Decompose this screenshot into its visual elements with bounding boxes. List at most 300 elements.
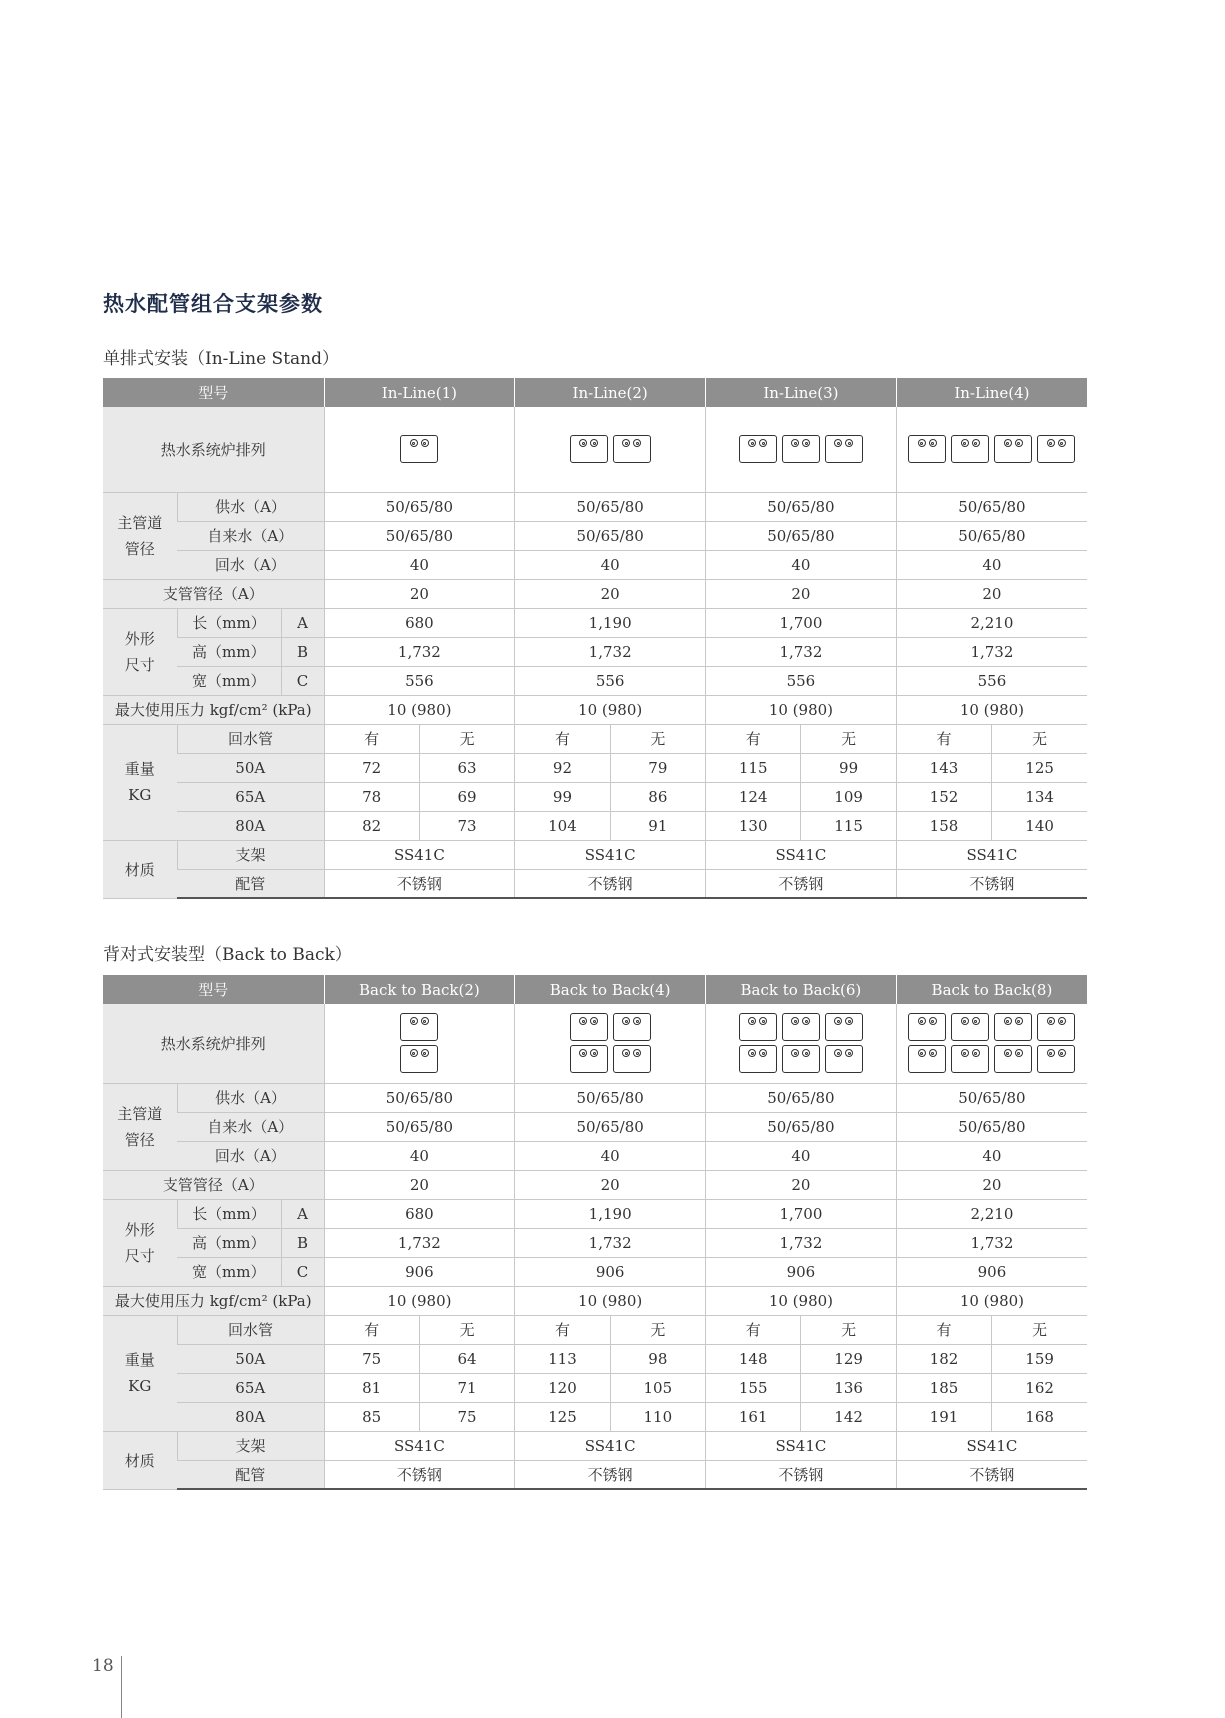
length-code: A [281,1199,324,1228]
boiler-layout [324,407,515,492]
with-return-pipe: 有 [324,1315,419,1344]
knob-icon [845,439,853,447]
knob-icon [918,1017,926,1025]
knob-icon [759,1017,767,1025]
knob-icon [791,1049,799,1057]
knob-icon [759,1049,767,1057]
knob-icon [961,1049,969,1057]
boiler-layout [324,1004,515,1083]
pressure-value: 10 (980) [896,1286,1087,1315]
height-label: 高（mm） [177,1228,281,1257]
table-row [103,811,1087,840]
frame-label: 支架 [177,840,324,869]
return-row-value: 40 [706,550,897,579]
with-return-pipe: 有 [324,724,419,753]
table-row [103,666,1087,695]
tap-water-row-value: 50/65/80 [706,521,897,550]
height-code: B [281,1228,324,1257]
boiler-diagram [739,1013,863,1073]
table-row [103,695,1087,724]
knob-icon [972,1017,980,1025]
width-value: 556 [324,666,515,695]
return-row-label: 回水（A） [177,550,324,579]
knob-icon [802,1049,810,1057]
knob-icon [929,439,937,447]
knob-icon [1058,439,1066,447]
boiler-icon [825,1013,863,1041]
knob-icon [748,1017,756,1025]
knob-icon [633,439,641,447]
frame-material: SS41C [706,1431,897,1460]
boiler-icon [570,435,608,463]
knob-icon [961,1017,969,1025]
weight-value: 191 [896,1402,991,1431]
table-row [103,1083,1087,1112]
weight-value: 69 [419,782,514,811]
width-code: C [281,666,324,695]
piping-label: 配管 [177,1460,324,1489]
pressure-value: 10 (980) [324,1286,515,1315]
height-value: 1,732 [896,637,1087,666]
dimension-label: 外形 尺寸 [103,608,177,695]
length-value: 2,210 [896,608,1087,637]
table-row [103,608,1087,637]
knob-icon [929,1049,937,1057]
weight-value: 125 [515,1402,610,1431]
page-divider [121,1656,122,1718]
weight-value: 134 [992,782,1087,811]
knob-icon [791,1017,799,1025]
table-row [103,753,1087,782]
width-code: C [281,1257,324,1286]
table-row [103,1199,1087,1228]
weight-value: 125 [992,753,1087,782]
knob-icon [1015,1017,1023,1025]
dimension-label: 外形 尺寸 [103,1199,177,1286]
weight-value: 161 [706,1402,801,1431]
piping-label: 配管 [177,869,324,898]
weight-value: 99 [515,782,610,811]
with-return-pipe: 有 [515,724,610,753]
knob-icon [622,439,630,447]
table-row [103,1402,1087,1431]
return-row-value: 40 [896,1141,1087,1170]
weight-value: 109 [801,782,896,811]
supply-row-value: 50/65/80 [515,492,706,521]
table-row [103,1141,1087,1170]
branch-pipe-value: 20 [896,1170,1087,1199]
knob-icon [633,1017,641,1025]
pressure-label: 最大使用压力 kgf/cm² (kPa) [103,695,324,724]
knob-icon [421,439,429,447]
inline-section-title: 单排式安装（In-Line Stand） [103,349,339,369]
supply-row-value: 50/65/80 [706,1083,897,1112]
weight-value: 159 [992,1344,1087,1373]
header-model: 型号 [103,378,324,407]
return-row-value: 40 [515,550,706,579]
boiler-icon [951,435,989,463]
boiler-icon [782,1045,820,1073]
weight-value: 158 [896,811,991,840]
table-row [103,1286,1087,1315]
boiler-icon [570,1013,608,1041]
return-row-value: 40 [515,1141,706,1170]
knob-icon [1004,439,1012,447]
main-pipe-label: 主管道 管径 [103,1083,177,1170]
weight-value: 115 [801,811,896,840]
b2b-section-title: 背对式安装型（Back to Back） [103,945,352,965]
with-return-pipe: 有 [896,724,991,753]
knob-icon [918,439,926,447]
width-value: 556 [515,666,706,695]
without-return-pipe: 无 [992,724,1087,753]
tap-water-row-label: 自来水（A） [177,1112,324,1141]
knob-icon [1015,1049,1023,1057]
weight-value: 143 [896,753,991,782]
supply-row-value: 50/65/80 [896,1083,1087,1112]
knob-icon [972,1049,980,1057]
boiler-icon [951,1045,989,1073]
knob-icon [622,1017,630,1025]
height-value: 1,732 [515,1228,706,1257]
return-row-value: 40 [896,550,1087,579]
frame-material: SS41C [324,1431,515,1460]
without-return-pipe: 无 [419,1315,514,1344]
pressure-value: 10 (980) [515,1286,706,1315]
supply-row-label: 供水（A） [177,492,324,521]
boiler-layout [706,1004,897,1083]
pressure-value: 10 (980) [706,695,897,724]
knob-icon [759,439,767,447]
weight-value: 92 [515,753,610,782]
boiler-icon [908,1013,946,1041]
pressure-value: 10 (980) [515,695,706,724]
weight-value: 130 [706,811,801,840]
header-model-name: Back to Back(8) [896,975,1087,1004]
header-model-name: Back to Back(2) [324,975,515,1004]
boiler-icon [908,1045,946,1073]
table-row [103,724,1087,753]
weight-value: 155 [706,1373,801,1402]
weight-value: 104 [515,811,610,840]
width-value: 906 [896,1257,1087,1286]
length-value: 680 [324,608,515,637]
weight-value: 182 [896,1344,991,1373]
table-row [103,1460,1087,1489]
boiler-icon [994,1013,1032,1041]
knob-icon [834,439,842,447]
header-model-name: Back to Back(4) [515,975,706,1004]
frame-label: 支架 [177,1431,324,1460]
table-row [103,975,1087,1004]
length-value: 2,210 [896,1199,1087,1228]
weight-value: 140 [992,811,1087,840]
pressure-value: 10 (980) [324,695,515,724]
page-number: 18 [92,1656,114,1676]
supply-row-value: 50/65/80 [324,1083,515,1112]
length-value: 1,700 [706,608,897,637]
branch-pipe-value: 20 [324,1170,515,1199]
header-model-name: In-Line(2) [515,378,706,407]
knob-icon [961,439,969,447]
boiler-icon [739,1045,777,1073]
table-row [103,378,1087,407]
weight-value: 168 [992,1402,1087,1431]
without-return-pipe: 无 [419,724,514,753]
supply-row-value: 50/65/80 [896,492,1087,521]
weight-size-label: 80A [177,1402,324,1431]
supply-row-label: 供水（A） [177,1083,324,1112]
weight-value: 86 [610,782,705,811]
frame-material: SS41C [515,1431,706,1460]
weight-value: 129 [801,1344,896,1373]
weight-label: 重量 KG [103,724,177,840]
with-return-pipe: 有 [706,1315,801,1344]
layout-label: 热水系统炉排列 [103,407,324,492]
boiler-icon [782,1013,820,1041]
frame-material: SS41C [896,1431,1087,1460]
header-model-name: In-Line(3) [706,378,897,407]
branch-pipe-label: 支管管径（A） [103,1170,324,1199]
knob-icon [918,1049,926,1057]
length-code: A [281,608,324,637]
boiler-icon [1037,1045,1075,1073]
weight-value: 81 [324,1373,419,1402]
knob-icon [1015,439,1023,447]
weight-value: 120 [515,1373,610,1402]
boiler-icon [908,435,946,463]
knob-icon [590,1017,598,1025]
piping-material: 不锈钢 [896,1460,1087,1489]
pressure-value: 10 (980) [706,1286,897,1315]
weight-value: 79 [610,753,705,782]
height-value: 1,732 [324,1228,515,1257]
boiler-layout [706,407,897,492]
knob-icon [1004,1017,1012,1025]
knob-icon [410,439,418,447]
knob-icon [579,439,587,447]
boiler-icon [400,435,438,463]
table-row [103,407,1087,492]
knob-icon [1047,439,1055,447]
knob-icon [421,1017,429,1025]
boiler-icon [782,435,820,463]
b2b-spec-table [103,975,1087,1490]
pressure-value: 10 (980) [896,695,1087,724]
branch-pipe-label: 支管管径（A） [103,579,324,608]
supply-row-value: 50/65/80 [515,1083,706,1112]
knob-icon [410,1017,418,1025]
weight-value: 105 [610,1373,705,1402]
boiler-icon [994,435,1032,463]
length-value: 1,190 [515,608,706,637]
table-row [103,1112,1087,1141]
knob-icon [1058,1049,1066,1057]
knob-icon [748,439,756,447]
height-value: 1,732 [706,637,897,666]
knob-icon [834,1049,842,1057]
weight-value: 85 [324,1402,419,1431]
weight-value: 113 [515,1344,610,1373]
table-row [103,521,1087,550]
boiler-diagram [570,1013,651,1073]
tap-water-row-value: 50/65/80 [515,1112,706,1141]
piping-material: 不锈钢 [515,1460,706,1489]
knob-icon [972,439,980,447]
boiler-diagram [739,435,863,463]
width-label: 宽（mm） [177,1257,281,1286]
length-label: 长（mm） [177,608,281,637]
length-label: 长（mm） [177,1199,281,1228]
boiler-icon [739,1013,777,1041]
without-return-pipe: 无 [801,724,896,753]
return-pipe-label: 回水管 [177,1315,324,1344]
boiler-icon [994,1045,1032,1073]
boiler-diagram [400,1013,438,1073]
height-value: 1,732 [515,637,706,666]
width-value: 906 [706,1257,897,1286]
return-row-value: 40 [324,550,515,579]
boiler-icon [570,1045,608,1073]
piping-material: 不锈钢 [896,869,1087,898]
main-pipe-label: 主管道 管径 [103,492,177,579]
knob-icon [929,1017,937,1025]
material-label: 材质 [103,840,177,898]
boiler-layout [515,407,706,492]
weight-size-label: 50A [177,753,324,782]
boiler-icon [1037,435,1075,463]
page-title: 热水配管组合支架参数 [103,291,323,316]
knob-icon [622,1049,630,1057]
knob-icon [791,439,799,447]
table-row [103,1004,1087,1083]
table-row [103,1431,1087,1460]
branch-pipe-value: 20 [515,579,706,608]
layout-label: 热水系统炉排列 [103,1004,324,1083]
weight-value: 136 [801,1373,896,1402]
weight-value: 71 [419,1373,514,1402]
boiler-diagram [908,435,1075,463]
weight-value: 78 [324,782,419,811]
knob-icon [633,1049,641,1057]
knob-icon [845,1017,853,1025]
boiler-icon [739,435,777,463]
knob-icon [802,439,810,447]
width-value: 906 [515,1257,706,1286]
weight-value: 148 [706,1344,801,1373]
header-model-name: In-Line(1) [324,378,515,407]
with-return-pipe: 有 [896,1315,991,1344]
branch-pipe-value: 20 [515,1170,706,1199]
boiler-icon [825,435,863,463]
without-return-pipe: 无 [992,1315,1087,1344]
length-value: 1,190 [515,1199,706,1228]
knob-icon [579,1049,587,1057]
frame-material: SS41C [706,840,897,869]
table-row [103,869,1087,898]
return-row-value: 40 [324,1141,515,1170]
inline-spec-table [103,378,1087,899]
material-label: 材质 [103,1431,177,1489]
boiler-diagram [908,1013,1075,1073]
weight-size-label: 65A [177,1373,324,1402]
piping-material: 不锈钢 [324,869,515,898]
knob-icon [1047,1017,1055,1025]
boiler-icon [613,1013,651,1041]
table-row [103,782,1087,811]
height-value: 1,732 [896,1228,1087,1257]
knob-icon [1047,1049,1055,1057]
length-value: 1,700 [706,1199,897,1228]
boiler-layout [515,1004,706,1083]
branch-pipe-value: 20 [324,579,515,608]
boiler-diagram [570,435,651,463]
tap-water-row-value: 50/65/80 [896,521,1087,550]
weight-value: 75 [419,1402,514,1431]
without-return-pipe: 无 [610,724,705,753]
length-value: 680 [324,1199,515,1228]
width-label: 宽（mm） [177,666,281,695]
weight-value: 73 [419,811,514,840]
table-row [103,579,1087,608]
piping-material: 不锈钢 [515,869,706,898]
knob-icon [579,1017,587,1025]
tap-water-row-value: 50/65/80 [515,521,706,550]
weight-value: 99 [801,753,896,782]
branch-pipe-value: 20 [706,1170,897,1199]
boiler-icon [613,1045,651,1073]
table-row [103,1344,1087,1373]
header-model: 型号 [103,975,324,1004]
weight-value: 64 [419,1344,514,1373]
weight-value: 115 [706,753,801,782]
header-model-name: Back to Back(6) [706,975,897,1004]
weight-value: 98 [610,1344,705,1373]
weight-value: 63 [419,753,514,782]
table-row [103,1170,1087,1199]
knob-icon [802,1017,810,1025]
frame-material: SS41C [324,840,515,869]
table-row [103,1257,1087,1286]
weight-value: 142 [801,1402,896,1431]
weight-value: 75 [324,1344,419,1373]
weight-value: 72 [324,753,419,782]
width-value: 556 [896,666,1087,695]
supply-row-value: 50/65/80 [706,492,897,521]
weight-label: 重量 KG [103,1315,177,1431]
knob-icon [410,1049,418,1057]
knob-icon [421,1049,429,1057]
without-return-pipe: 无 [801,1315,896,1344]
return-row-label: 回水（A） [177,1141,324,1170]
table-row [103,637,1087,666]
weight-value: 162 [992,1373,1087,1402]
knob-icon [834,1017,842,1025]
tap-water-row-value: 50/65/80 [324,1112,515,1141]
piping-material: 不锈钢 [324,1460,515,1489]
height-code: B [281,637,324,666]
branch-pipe-value: 20 [706,579,897,608]
knob-icon [845,1049,853,1057]
boiler-icon [613,435,651,463]
height-label: 高（mm） [177,637,281,666]
pressure-label: 最大使用压力 kgf/cm² (kPa) [103,1286,324,1315]
boiler-layout [896,1004,1087,1083]
weight-value: 124 [706,782,801,811]
without-return-pipe: 无 [610,1315,705,1344]
weight-value: 185 [896,1373,991,1402]
weight-value: 152 [896,782,991,811]
